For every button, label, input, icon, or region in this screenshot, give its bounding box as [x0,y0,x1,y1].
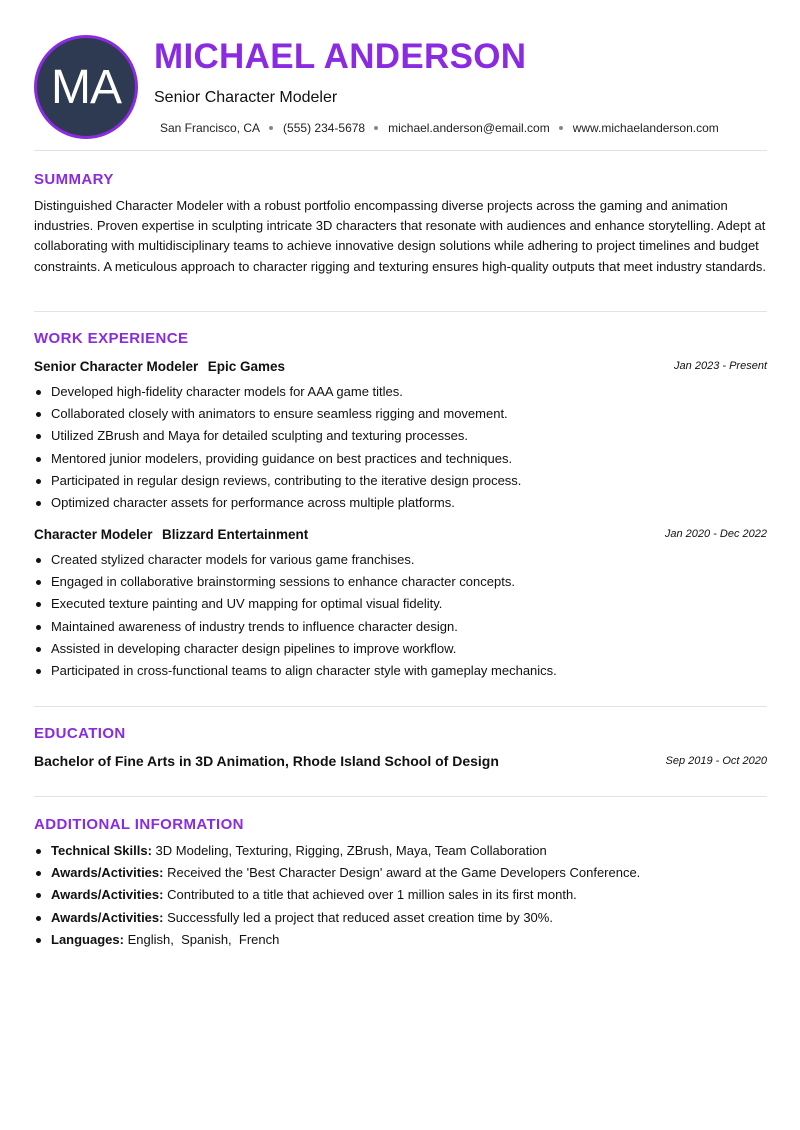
list-item: Created stylized character models for various game franchises. [51,549,767,571]
additional-heading: ADDITIONAL INFORMATION [34,816,244,833]
job-header [34,358,767,376]
divider [34,150,767,151]
divider [34,311,767,312]
list-item [51,884,767,906]
contact-website[interactable]: www.michaelanderson.com [572,121,719,135]
item-label: Languages: [51,931,124,947]
education-entry [34,753,767,771]
job-company: Blizzard Entertainment [162,527,309,542]
additional-list [34,840,767,951]
list-item [51,840,767,862]
list-item: Executed texture painting and UV mapping for optimal visual fidelity. [51,593,767,615]
job-bullets [34,381,767,514]
item-text: Received the 'Best Character Design' award at the Game Developers Conference. [167,865,641,881]
contact-email[interactable]: michael.anderson@email.com [388,121,550,135]
list-item: Assisted in developing character design pipelines to improve workflow. [51,638,767,660]
list-item: Participated in cross-functional teams to align character style with gameplay mechanics. [51,660,767,682]
candidate-name: MICHAEL ANDERSON [154,37,527,76]
experience-heading: WORK EXPERIENCE [34,330,189,347]
separator-dot [374,126,378,130]
list-item [51,929,767,951]
summary-heading: SUMMARY [34,171,114,188]
job-dates: Jan 2020 - Dec 2022 [664,528,767,540]
item-label: Technical Skills: [51,843,152,858]
list-item: Participated in regular design reviews, contributing to the iterative design process. [51,470,767,492]
separator-dot [559,126,563,130]
list-item [51,907,767,929]
item-text: 3D Modeling, Texturing, Rigging, ZBrush, Maya, Team Collaboration [155,843,547,858]
divider [34,796,767,797]
summary-text: Distinguished Character Modeler with a robust portfolio encompassing diverse projects across the gaming and animation industries. Proven expertise in sculpting intricate 3D characters that resonate with audiences and enhance storytelling. Adept at collaborating with multidisciplinary teams to achieve innovative design solutions while adhering to project timelines and budget constraints. A meticulous approach to character rigging and texturing ensures high-quality outputs that meet industry standards. [34,198,767,274]
list-item: Maintained awareness of industry trends to influence character design. [51,616,767,638]
education-degree: Bachelor of Fine Arts in 3D Animation, Rhode Island School of Design [34,753,499,769]
job-role: Character Modeler [34,527,153,542]
divider [34,706,767,707]
list-item: Optimized character assets for performance across multiple platforms. [51,492,767,514]
job-bullets [34,549,767,682]
item-label: Awards/Activities: [51,909,164,925]
contact-location: San Francisco, CA [160,121,261,135]
item-label: Awards/Activities: [51,865,164,881]
job-role: Senior Character Modeler [34,359,199,374]
education-dates: Sep 2019 - Oct 2020 [665,755,767,767]
education-heading: EDUCATION [34,725,126,742]
item-text: English, Spanish, French [127,931,280,947]
item-text: Contributed to a title that achieved over 1 million sales in its first month. [167,887,577,903]
avatar [34,35,138,139]
list-item [51,862,767,884]
job-header [34,526,767,544]
list-item: Collaborated closely with animators to ensure seamless rigging and movement. [51,403,767,425]
job-company: Epic Games [207,359,286,374]
list-item: Engaged in collaborative brainstorming sessions to enhance character concepts. [51,571,767,593]
contact-bar [160,121,719,135]
candidate-title: Senior Character Modeler [154,89,338,106]
separator-dot [269,126,273,130]
contact-phone[interactable]: (555) 234-5678 [283,121,366,135]
avatar-initials: MA [51,60,121,114]
list-item: Utilized ZBrush and Maya for detailed sculpting and texturing processes. [51,425,767,447]
item-text: Successfully led a project that reduced asset creation time by 30%. [167,909,553,925]
list-item: Developed high-fidelity character models for AAA game titles. [51,381,767,403]
item-label: Awards/Activities: [51,887,164,903]
job-dates: Jan 2023 - Present [674,360,767,372]
list-item: Mentored junior modelers, providing guidance on best practices and techniques. [51,448,767,470]
